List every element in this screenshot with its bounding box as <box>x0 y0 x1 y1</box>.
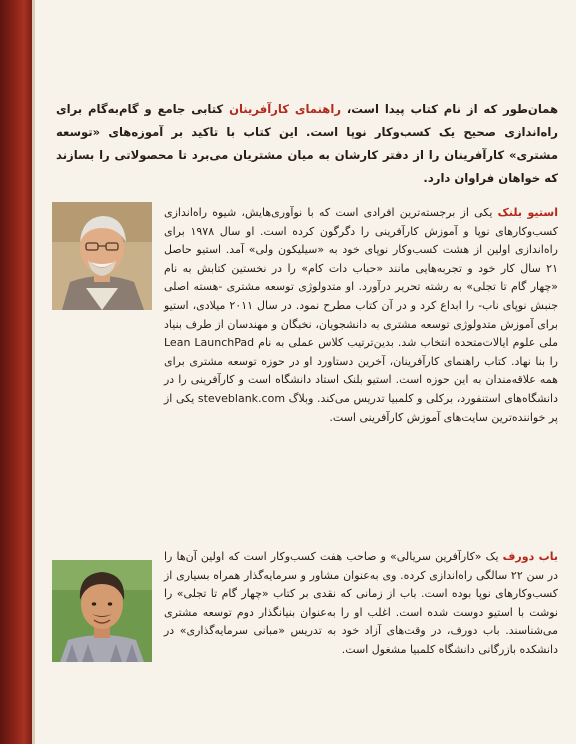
intro-text-end: کتابی جامع و گام‌به‌گام برای راه‌اندازی صحیح یک کسب‌وکار نوپا است. این کتاب با تاکید بر آموزه‌های «توسعه مشتری» کارآفرینان را از دفتر کارشان به میان مشتریان می‌برد تا محصولاتی را بسازند که خواهان فراوان دارد. <box>56 102 558 185</box>
intro-text-start: همان‌طور که از نام کتاب پیدا است، <box>341 102 558 116</box>
bio-paragraph <box>164 204 558 427</box>
bio-text-bob-dorf: یک «کارآفرین سریالی» و صاحب هفت کسب‌وکار است که اولین آن‌ها را در سن ۲۲ سالگی راه‌اندازی کرده. وی به‌عنوان مشاور و سرمایه‌گذار همراه بسیاری از کسب‌وکارهای نوپا بوده است. باب از زمانی که نقدی بر کتاب «چهار گام تا تجلی» را نوشت با استیو دوست شده است. اغلب او را به‌عنوان بنیانگذار دوم توسعه مشتری می‌شناسند. باب دورف، در وقت‌های آزاد خود به تدریس «مبانی سرمایه‌گذاری» در دانشکده بازرگانی دانشگاه کلمبیا مشغول است. <box>164 550 558 656</box>
steve-blank-portrait-illustration <box>52 202 152 310</box>
back-cover-page <box>44 0 558 744</box>
book-title-highlight: راهنمای کارآفرینان <box>229 102 341 116</box>
author-photo-bob-dorf <box>52 560 152 662</box>
author-bio-bob-dorf <box>164 548 558 660</box>
author-photo-steve-blank <box>52 202 152 310</box>
page-edge <box>32 0 35 744</box>
bio-text-steve-blank: یکی از برجسته‌ترین افرادی است که با نوآوری‌هایش، شیوه راه‌اندازی کسب‌وکارهای نوپا و آموزش کارآفرینی را دگرگون کرده است. او سال ۱۹۷۸ برای راه‌اندازی اولین از هشت کسب‌وکار نوپای خود به «سیلیکون ولی» آمد. استیو حاصل ۲۱ سال کار خود و تجربه‌هایی مانند «حباب دات کام» را در نخستین کتابش به نام «چهار گام تا تجلی» به رشته تحریر درآورد. او متدولوژی توسعه مشتری -هسته اصلی جنبش نوپای ناب- را ابداع کرد و در آن کتاب مطرح نمود. در سال ۲۰۱۱ میلادی، استیو برای آموزش متدولوژی توسعه مشتری به دانشجویان، نخبگان و مهندسان از طرف بنیاد ملی علوم ایالات‌متحده انتخاب شد. بدین‌ترتیب کلاس عملی به نام Lean LaunchPad را بنا نهاد. کتاب راهنمای کارآفرینان، آخرین دستاورد او در حوزه توسعه مشتری برای همه علاقه‌مندان به این حوزه است. استیو بلنک استاد دانشگاه است و کارآفرینی را در دانشگاه‌های استنفورد، برکلی و کلمبیا تدریس می‌کند. وبلاگ steveblank.com یکی از پر خواننده‌ترین سایت‌های آموزش کارآفرینی است. <box>164 206 559 424</box>
author-name-bob-dorf: باب دورف <box>502 550 558 563</box>
author-name-steve-blank: استیو بلنک <box>497 206 559 219</box>
book-spine <box>0 0 32 744</box>
bob-dorf-portrait-illustration <box>52 560 152 662</box>
intro-paragraph <box>56 98 558 190</box>
bio-paragraph <box>164 548 558 660</box>
author-bio-steve-blank <box>164 204 558 427</box>
